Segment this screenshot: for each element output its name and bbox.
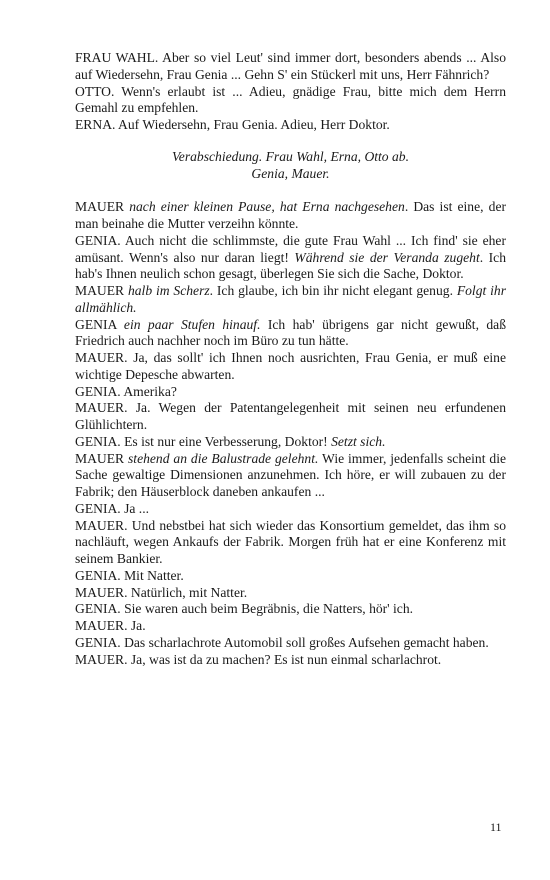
page-content [75,50,506,668]
dialogue-paragraph [75,283,506,317]
dialogue-paragraph [75,501,506,518]
dialogue-text: GENIA. Sie waren auch beim Begräbnis, die Natters, hör' ich. [75,601,414,617]
dialogue-paragraph [75,635,506,652]
dialogue-block-main [75,199,506,668]
stage-direction-inline: ein paar Stufen hinauf. [123,316,261,332]
dialogue-text: MAUER [75,283,128,298]
dialogue-text: . Ich hab's Ihnen neulich schon gesagt, überlegen Sie sich die Sache, Doktor. [75,249,506,282]
dialogue-text: MAUER. Ja. Wegen der Patentangelegenheit mit seinen neu erfundenen Glühlichtern. [75,400,506,432]
dialogue-text: GENIA. Auch nicht die schlimmste, die gute Frau Wahl ... Ich find' sie eher amüsant. Wenn's also nur daran liegt! [75,232,506,265]
dialogue-text: Ich hab' übrigens gar nicht gewußt, daß Friedrich auch nachher noch im Büro zu tun hätte. [75,316,506,349]
dialogue-paragraph [75,618,506,635]
dialogue-paragraph [75,451,506,501]
dialogue-text: MAUER. Ja, was ist da zu machen? Es ist nun einmal scharlachrot. [75,651,442,667]
stage-direction-inline: Folgt ihr allmählich. [75,283,506,315]
dialogue-paragraph [75,50,506,84]
dialogue-text: MAUER [75,450,128,466]
dialogue-paragraph [75,434,506,451]
stage-direction-inline: Während sie der Veranda zugeht [294,249,480,265]
dialogue-text: GENIA. Es ist nur eine Verbesserung, Doktor! [75,433,332,449]
dialogue-text: MAUER. Natürlich, mit Natter. [75,584,248,600]
dialogue-paragraph [75,84,506,118]
dialogue-paragraph [75,350,506,384]
stage-direction-line: Verabschiedung. Frau Wahl, Erna, Otto ab. [172,148,409,164]
dialogue-text: MAUER. Und nebstbei hat sich wieder das Konsortium gemeldet, das ihm so nachläuft, wegen Ankaufs der Fabrik. Morgen früh hat er eine Konferenz mit seinem Bankier. [75,517,506,566]
dialogue-text: MAUER [75,199,130,215]
dialogue-paragraph [75,518,506,568]
dialogue-text: Wie immer, jedenfalls scheint die Sache gewaltige Dimensionen anzunehmen. Ich höre, er will zubauen zu der Fabrik; den Häuserblock daneben ankaufen ... [75,450,507,499]
dialogue-paragraph [75,585,506,602]
stage-direction-line: Genia, Mauer. [251,165,330,181]
stage-direction [75,149,506,183]
dialogue-text: ERNA. Auf Wiedersehn, Frau Genia. Adieu, Herr Doktor. [75,117,390,132]
page-number: 11 [490,820,502,834]
dialogue-text: . Das ist eine, der man beinahe die Mutter verzeihn könnte. [75,199,506,231]
stage-direction-inline: nach einer kleinen Pause, hat Erna nachgesehen [129,199,405,215]
dialogue-paragraph [75,317,506,351]
dialogue-paragraph [75,652,506,669]
dialogue-text: GENIA. Amerika? [75,383,177,399]
dialogue-text: MAUER. Ja. [75,618,146,633]
dialogue-text: MAUER. Ja, das sollt' ich Ihnen noch ausrichten, Frau Genia, er muß eine wichtige Depesche abwarten. [75,350,506,382]
stage-direction-inline: Setzt sich. [331,433,386,449]
dialogue-text: GENIA. Das scharlachrote Automobil soll großes Aufsehen gemacht haben. [75,634,489,650]
dialogue-paragraph [75,117,506,134]
stage-direction-inline: halb im Scherz [127,283,210,298]
dialogue-text: FRAU WAHL. Aber so viel Leut' sind immer dort, besonders abends ... Also auf Wiedersehn, Frau Genia ... Gehn S' ein Stückerl mit uns, Herr Fähnrich? [75,50,506,82]
dialogue-paragraph [75,384,506,401]
dialogue-paragraph [75,400,506,434]
dialogue-block-top [75,50,506,134]
dialogue-text: GENIA [75,316,124,332]
dialogue-paragraph [75,601,506,618]
dialogue-paragraph [75,199,506,233]
dialogue-text: GENIA. Mit Natter. [75,567,184,583]
dialogue-paragraph [75,568,506,585]
dialogue-text: . Ich glaube, ich bin ihr nicht elegant genug. [209,283,457,298]
dialogue-text: OTTO. Wenn's erlaubt ist ... Adieu, gnädige Frau, bitte mich dem Herrn Gemahl zu empfehlen. [75,83,506,116]
stage-direction-inline: stehend an die Balustrade gelehnt. [128,450,319,466]
dialogue-paragraph [75,233,506,283]
dialogue-text: GENIA. Ja ... [75,500,149,516]
